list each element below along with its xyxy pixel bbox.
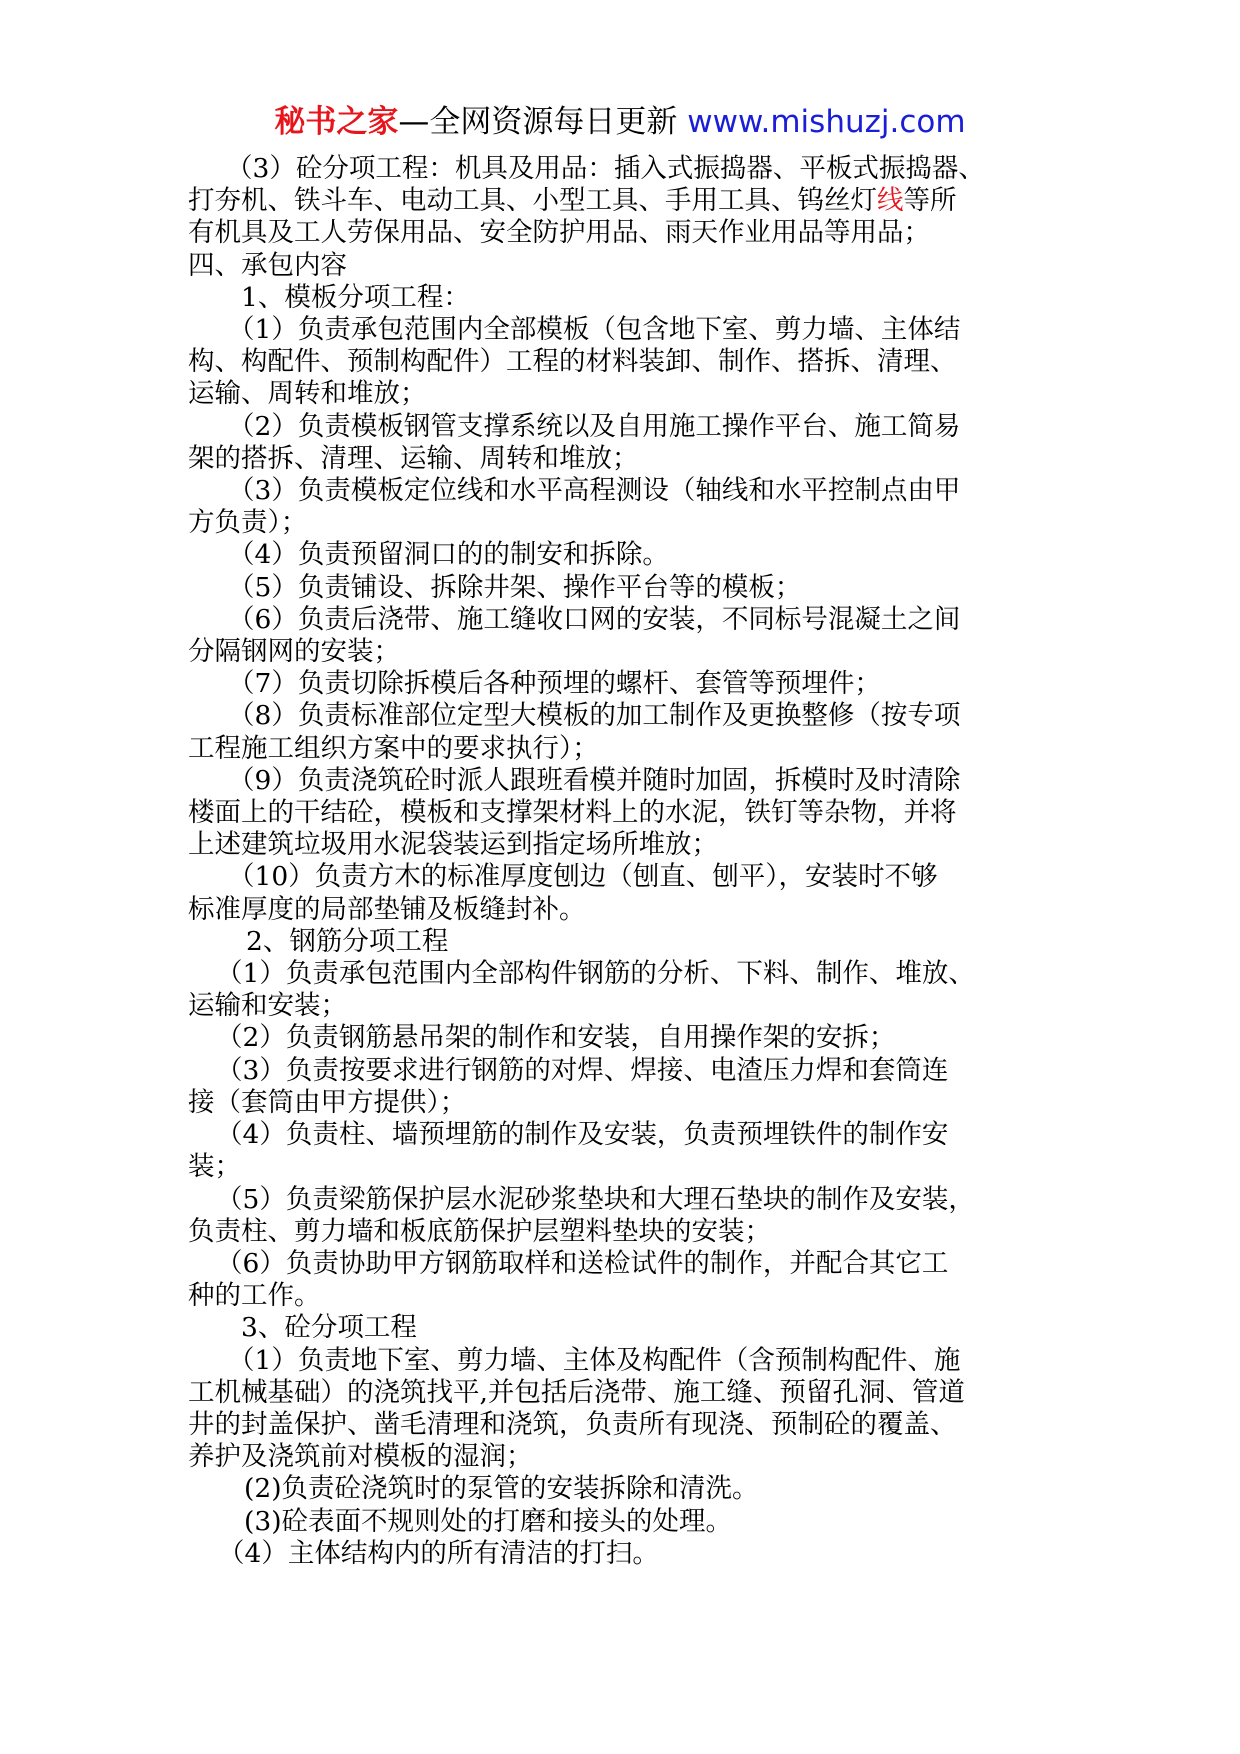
rebar-item-1-line-1: （1）负责承包范围内全部构件钢筋的分析、下料、制作、堆放、 [216,958,975,990]
subsection-concrete: 3、砼分项工程 [241,1312,417,1344]
formwork-item-2-line-2: 架的搭拆、清理、运输、周转和堆放； [188,442,639,474]
formwork-item-8-line-1: （8）负责标准部位定型大模板的加工制作及更换整修（按专项 [228,700,961,732]
highlighted-char: 线 [877,185,904,217]
header-slogan: —全网资源每日更新 [398,104,688,140]
section-heading-4: 四、承包内容 [188,249,347,281]
para-equipment-line-3: 有机具及工人劳保用品、安全防护用品、雨天作业用品等用品； [188,217,930,249]
subsection-rebar: 2、钢筋分项工程 [246,925,449,957]
formwork-item-9-line-3: 上述建筑垃圾用水泥袋装运到指定场所堆放； [188,829,718,861]
rebar-item-4-line-1: （4）负责柱、墙预埋筋的制作及安装，负责预埋铁件的制作安 [216,1119,949,1151]
formwork-item-2-line-1: （2）负责模板钢管支撑系统以及自用施工操作平台、施工简易 [228,410,961,442]
formwork-item-1-line-3: 运输、周转和堆放； [188,378,427,410]
para-equipment-line-2 [188,185,1058,217]
concrete-item-3: (3)砼表面不规则处的打磨和接头的处理。 [244,1505,733,1537]
formwork-item-6-line-2: 分隔钢网的安装； [188,636,400,668]
rebar-item-2: （2）负责钢筋悬吊架的制作和安装，自用操作架的安拆； [216,1022,896,1054]
para-equipment-line-1: （3）砼分项工程：机具及用品：插入式振捣器、平板式振捣器、 [226,153,985,184]
formwork-item-3-line-2: 方负责）； [188,507,308,539]
rebar-item-5-line-1: （5）负责梁筋保护层水泥砂浆垫块和大理石垫块的制作及安装， [216,1183,975,1215]
formwork-item-1-line-2: 构、构配件、预制构配件）工程的材料装卸、制作、搭拆、清理、 [188,346,957,378]
formwork-item-10-line-1: （10）负责方木的标准厚度刨边（刨直、刨平），安装时不够 [228,861,938,893]
document-body [188,153,1058,1570]
header-brand: 秘书之家 [274,104,399,140]
concrete-item-1-line-4: 养护及浇筑前对模板的湿润； [188,1441,533,1473]
formwork-item-9-line-1: （9）负责浇筑砼时派人跟班看模并随时加固，拆模时及时清除 [228,764,961,796]
rebar-item-3-line-1: （3）负责按要求进行钢筋的对焊、焊接、电渣压力焊和套筒连 [216,1054,949,1086]
header-url-link[interactable]: www.mishuzj.com [687,104,966,140]
rebar-item-3-line-2: 接（套筒由甲方提供）； [188,1086,467,1118]
formwork-item-4: （4）负责预留洞口的的制安和拆除。 [228,539,669,571]
concrete-item-1-line-2: 工机械基础）的浇筑找平,并包括后浇带、施工缝、预留孔洞、管道 [188,1376,965,1408]
subsection-formwork: 1、模板分项工程： [241,281,470,313]
rebar-item-1-line-2: 运输和安装； [188,990,347,1022]
page-header [0,96,1240,148]
concrete-item-4: （4）主体结构内的所有清洁的打扫。 [218,1537,659,1569]
concrete-item-1-line-1: （1）负责地下室、剪力墙、主体及构配件（含预制构配件、施 [228,1344,961,1376]
para-equipment-line-2b: 等所 [903,185,957,217]
concrete-item-2: (2)负责砼浇筑时的泵管的安装拆除和清洗。 [244,1473,759,1505]
formwork-item-5: （5）负责铺设、拆除井架、操作平台等的模板； [228,571,802,603]
formwork-item-10-line-2: 标准厚度的局部垫铺及板缝封补。 [188,893,586,925]
formwork-item-7: （7）负责切除拆模后各种预埋的螺杆、套管等预埋件； [228,668,881,700]
formwork-item-1-line-1: （1）负责承包范围内全部模板（包含地下室、剪力墙、主体结 [228,314,961,346]
formwork-item-8-line-2: 工程施工组织方案中的要求执行）； [188,732,599,764]
rebar-item-6-line-1: （6）负责协助甲方钢筋取样和送检试件的制作，并配合其它工 [216,1247,949,1279]
para-equipment-line-2a: 打夯机、铁斗车、电动工具、小型工具、手用工具、钨丝灯 [188,185,877,217]
formwork-item-9-line-2: 楼面上的干结砼，模板和支撑架材料上的水泥，铁钉等杂物，并将 [188,797,957,829]
rebar-item-5-line-2: 负责柱、剪力墙和板底筋保护层塑料垫块的安装； [188,1215,771,1247]
formwork-item-3-line-1: （3）负责模板定位线和水平高程测设（轴线和水平控制点由甲 [228,475,961,507]
concrete-item-1-line-3: 井的封盖保护、凿毛清理和浇筑，负责所有现浇、预制砼的覆盖、 [188,1408,957,1440]
rebar-item-6-line-2: 种的工作。 [188,1280,321,1312]
rebar-item-4-line-2: 装； [188,1151,241,1183]
formwork-item-6-line-1: （6）负责后浇带、施工缝收口网的安装，不同标号混凝土之间 [228,603,961,635]
